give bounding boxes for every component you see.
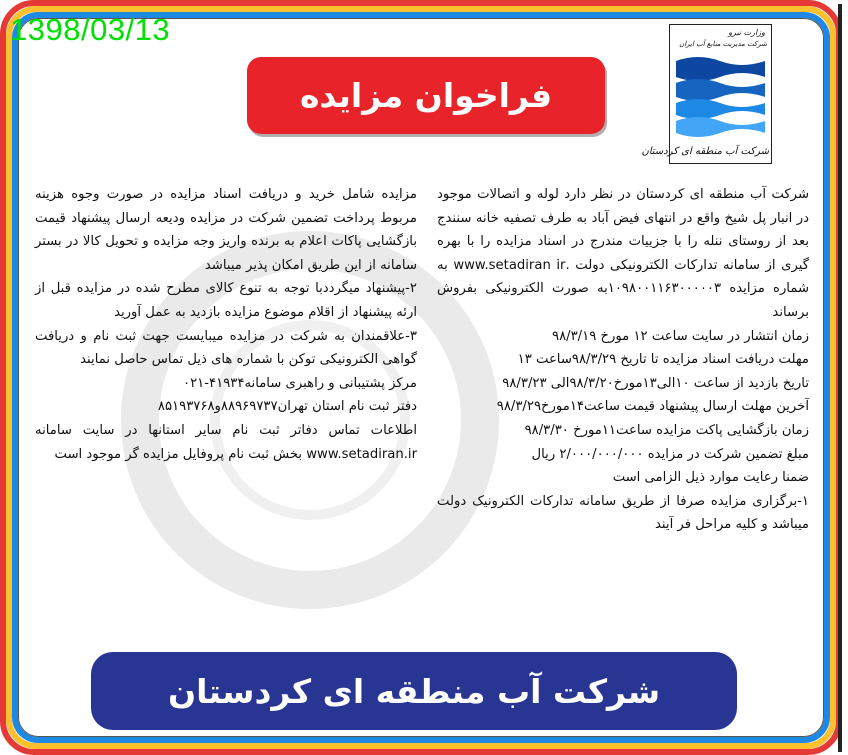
right-line-guarantee-amount: مبلغ تضمین شرکت در مزایده ۲/۰۰۰/۰۰۰/۰۰۰ ریال bbox=[531, 446, 809, 462]
right-paragraph-intro: شرکت آب منطقه ای کردستان در نظر دارد لوله و اتصالات موجود در انبار پل شیخ واقع در انتهای فیض آباد به طرف تصفیه خانه سنندج بعد از روستای ننله را با جزییات مندرج در اسناد مزایده را با بهره گیری از سامانه تدارکات الکترونیکی دولت .www.setadiran ir به شماره مزایده ۱۰۹۸۰۰۱۱۶۳۰۰۰۰۰۳به صورت الکترونیکی بفروش برساند bbox=[437, 187, 809, 320]
left-line-tehran-office: دفتر ثبت نام استان تهران۸۸۹۶۹۷۳۷و۸۵۱۹۳۷۶۸ bbox=[157, 399, 417, 415]
scan-edge-line bbox=[838, 4, 842, 752]
right-line-publish-time: زمان انتشار در سایت ساعت ۱۲ مورخ ۹۸/۳/۱۹ bbox=[551, 328, 809, 344]
right-line-visit-date: تاریخ بازدید از ساعت ۱۰الی۱۳مورخ۹۸/۳/۲۰الی ۹۸/۳/۲۳ bbox=[502, 375, 809, 391]
left-line-support-center: مرکز پشتیبانی و راهبری سامانه۴۱۹۳۴-۰۲۱ bbox=[183, 375, 417, 391]
logo-group-text: شرکت مدیریت منابع آب ایران bbox=[679, 40, 767, 48]
left-paragraph-item-3: ۳-علاقمندان به شرکت در مزایده میبایست جهت ثبت نام و دریافت گواهی الکترونیکی توکن با شماره های ذیل تماس حاصل نمایند bbox=[35, 328, 417, 368]
right-line-opening-time: زمان بازگشایی پاکت مزایده ساعت۱۱مورخ ۹۸/۳/۳۰ bbox=[524, 422, 809, 438]
logo-company-text: شرکت آب منطقه ای کردستان bbox=[641, 146, 769, 157]
announcement-title: فراخوان مزایده bbox=[247, 57, 605, 134]
logo-ministry-text: وزارت نیرو bbox=[728, 28, 765, 37]
left-paragraph-contact-info: اطلاعات تماس دفاتر ثبت نام سایر استانها در سایت سامانه www.setadiran.ir بخش ثبت نام پروفایل مزایده گر موجود است bbox=[35, 422, 417, 462]
right-line-requirements: ضمنا رعایت موارد ذیل الزامی است bbox=[612, 470, 809, 486]
company-logo bbox=[641, 24, 772, 164]
left-paragraph-item-2: ۲-پیشنهاد میگرددبا توجه به تنوع کالای مطرح شده در مزایده قبل از ارئه پیشنهاد از اقلام موضوع مزایده بازدید به عمل آورید bbox=[35, 281, 417, 320]
left-paragraph-continuation: مزایده شامل خرید و دریافت اسناد مزایده در صورت وجوه هزینه مربوط پرداخت تضمین شرکت در مزایده ودیعه ارسال پیشنهاد قیمت بازگشایی پاکات اعلام به برنده واریز وجه مزایده و تحویل کالا در بستر سامانه از این طریق امکان پذیر میباشد bbox=[35, 187, 417, 273]
right-column bbox=[437, 183, 809, 537]
left-column bbox=[35, 183, 417, 466]
footer-company-name: شرکت آب منطقه ای کردستان bbox=[91, 652, 737, 730]
right-line-bid-deadline: آخرین مهلت ارسال پیشنهاد قیمت ساعت۱۴مورخ۹۸/۳/۲۹ bbox=[496, 399, 809, 415]
date-stamp: 1398/03/13 bbox=[10, 12, 171, 47]
right-paragraph-item-1: ۱-برگزاری مزایده صرفا از طریق سامانه تدارکات الکترونیک دولت میباشد و کلیه مراحل فر آیند bbox=[437, 493, 809, 533]
right-line-document-deadline: مهلت دریافت اسناد مزایده تا تاریخ ۹۸/۳/۲۹ساعت ۱۳ bbox=[517, 352, 809, 368]
water-waves-icon bbox=[676, 55, 765, 135]
